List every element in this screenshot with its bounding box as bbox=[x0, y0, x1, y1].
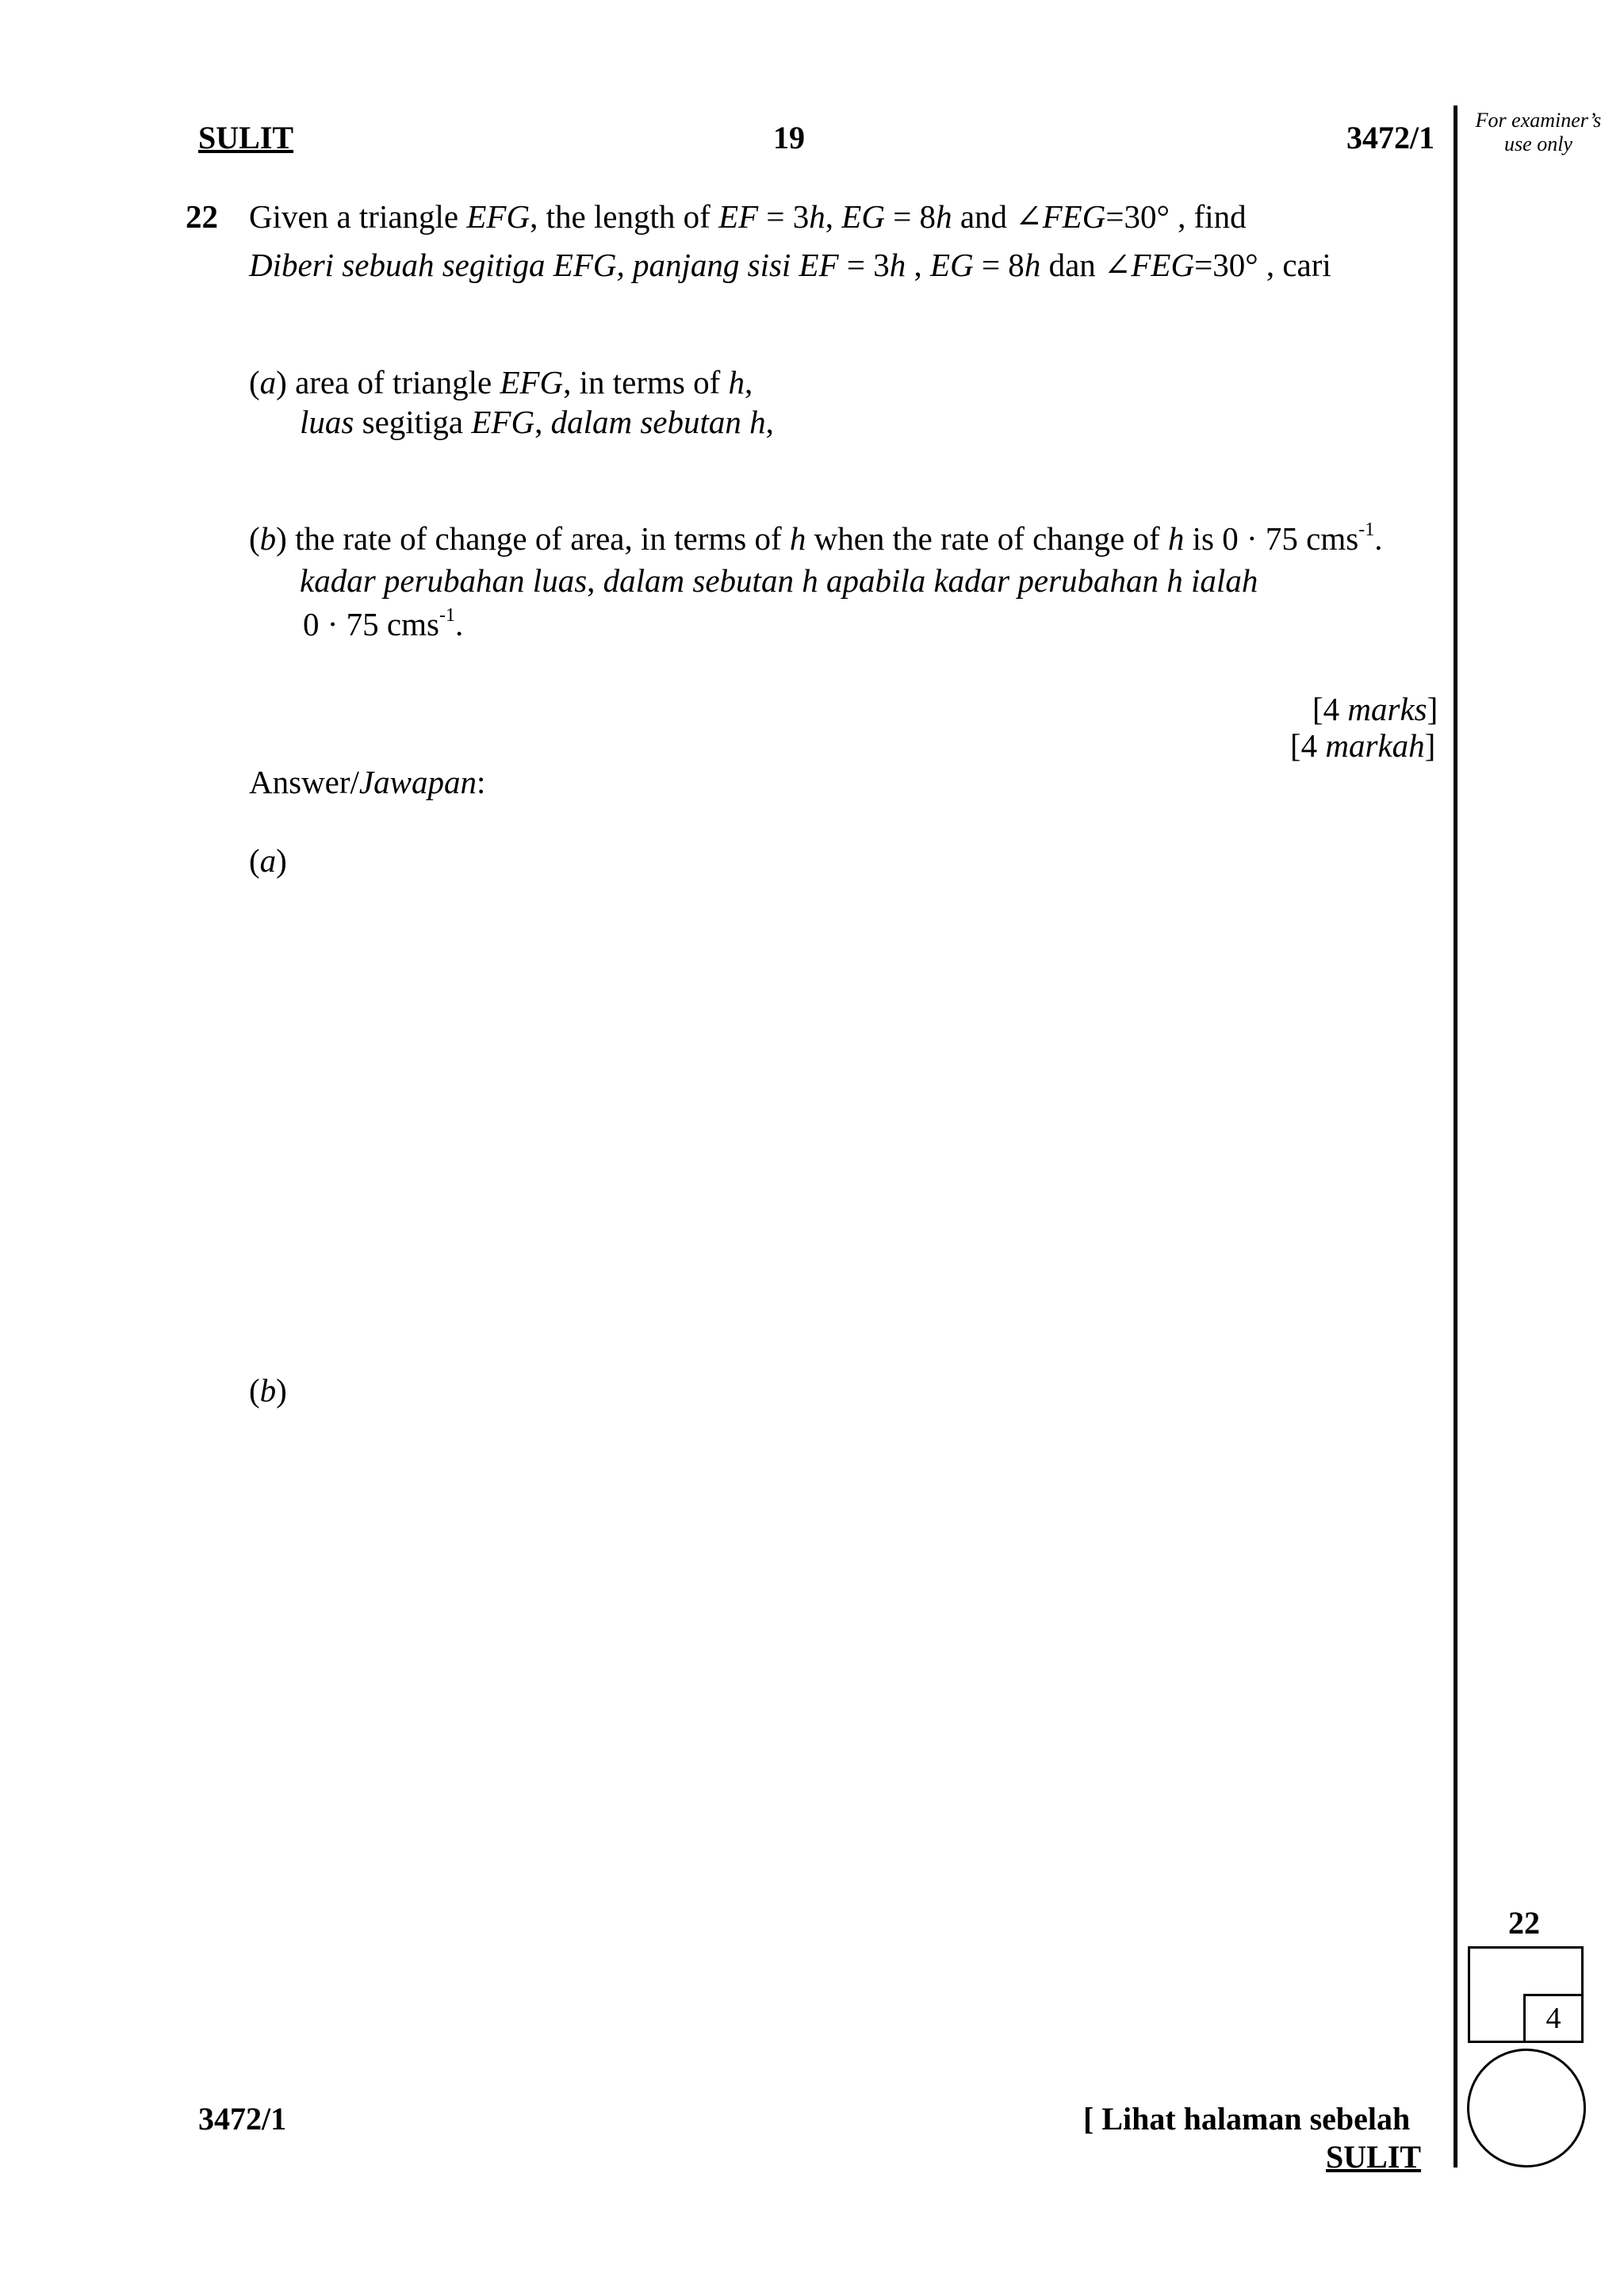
examiner-note: For examiner’s use only bbox=[1475, 109, 1602, 155]
answer-part-a-label: (a) bbox=[249, 842, 287, 879]
answer-part-b-label: (b) bbox=[249, 1372, 287, 1409]
footer-paper-code: 3472/1 bbox=[198, 2101, 287, 2137]
total-marks-box: 4 bbox=[1523, 1994, 1584, 2043]
paper-code: 3472/1 bbox=[1346, 120, 1435, 155]
part-a-malay: luas segitiga EFG, dalam sebutan h, bbox=[300, 404, 774, 440]
part-b-malay: kadar perubahan luas, dalam sebutan h apabila kadar perubahan h ialah bbox=[300, 562, 1258, 599]
question-line-english: Given a triangle EFG, the length of EF = 3h, EG = 8h and ∠FEG=30° , find bbox=[249, 198, 1247, 235]
footer-next-page: [ Lihat halaman sebelah bbox=[1083, 2101, 1411, 2137]
footer-sulit: SULIT bbox=[1326, 2139, 1422, 2175]
marks-english: [4 marks] bbox=[1312, 691, 1438, 727]
part-a-english: (a) area of triangle EFG, in terms of h, bbox=[249, 364, 753, 401]
part-b-english: (b) the rate of change of area, in terms of h when the rate of change of h is 0 · 75 cms$^{-1}$. bbox=[249, 519, 1383, 557]
question-line-malay: Diberi sebuah segitiga EFG, panjang sisi EF = 3h , EG = 8h dan ∠FEG=30° , cari bbox=[249, 247, 1331, 283]
answer-label: Answer/Jawapan: bbox=[249, 764, 486, 800]
examiner-margin-line bbox=[1454, 105, 1457, 2168]
marks-malay: [4 markah] bbox=[1290, 727, 1436, 764]
question-number: 22 bbox=[186, 198, 218, 235]
margin-question-number: 22 bbox=[1508, 1905, 1540, 1941]
header-sulit: SULIT bbox=[198, 120, 294, 155]
part-b-rate-value: 0 · 75 cms$^{-1}$. bbox=[303, 605, 464, 642]
page-number: 19 bbox=[773, 120, 805, 155]
score-circle bbox=[1467, 2049, 1586, 2168]
